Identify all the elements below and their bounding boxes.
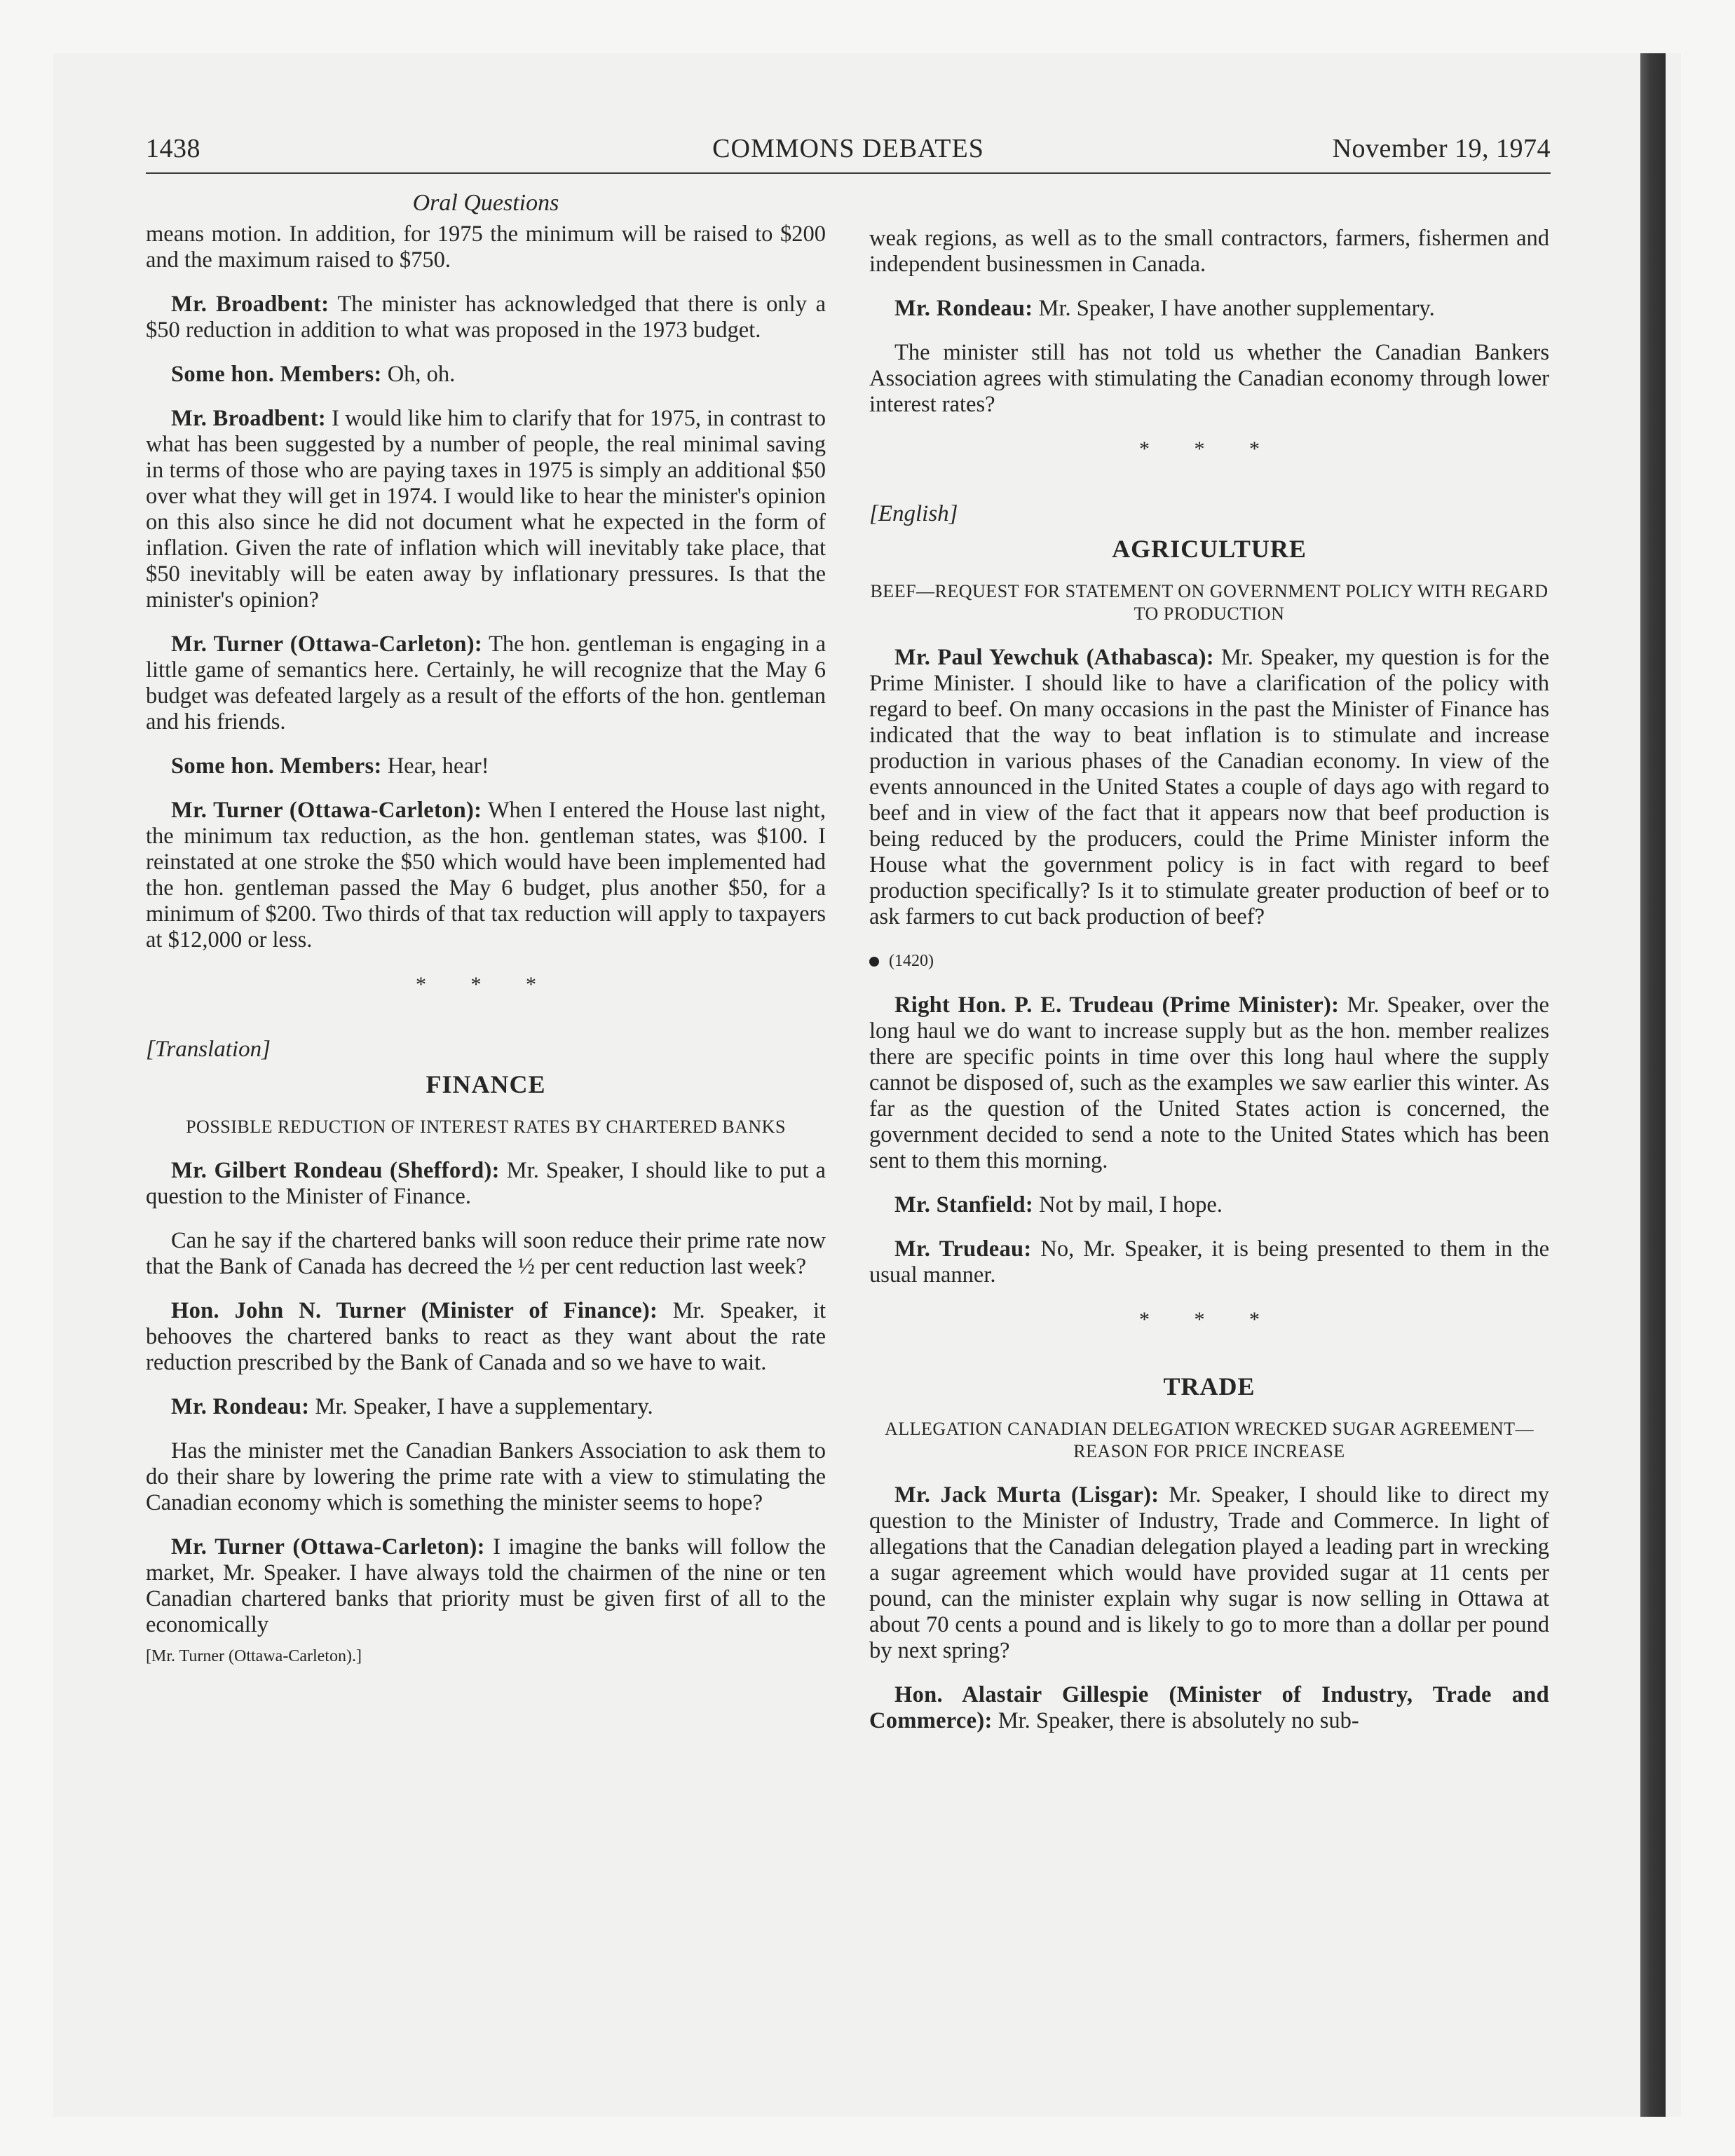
speaker-name: Mr. Gilbert Rondeau (Shefford): xyxy=(171,1158,500,1183)
paragraph-text: The hon. gentleman is engaging in a little game of semantics here. Certainly, he will recognize that the May 6 budget was defeated largely as a result of the efforts of the hon. gentleman and his friends. xyxy=(146,632,826,735)
speaker-name: Mr. Turner (Ottawa-Carleton): xyxy=(171,1534,485,1560)
paragraph-text: Hear, hear! xyxy=(381,753,489,779)
paragraph-text: No, Mr. Speaker, it is being presented to them in the usual manner. xyxy=(869,1236,1550,1288)
paragraph xyxy=(869,1192,1549,1218)
paragraph-text: I imagine the banks will follow the market, Mr. Speaker. I have always told the chairmen of the nine or ten Canadian chartered banks that priority must be given first of all to the economically xyxy=(146,1534,826,1637)
section-rubric: TRADE xyxy=(1163,1372,1256,1400)
paragraph-text: The minister has acknowledged that there is only a $50 reduction in addition to what was proposed in the 1973 budget. xyxy=(146,292,826,343)
paragraph-text: I would like him to clarify that for 1975, in contrast to what has been suggested by a number of people, the real minimal saving in terms of those who are paying taxes in 1975 is simply an additional $50 over what they will get in 1974. I would like to hear the minister's opinion on this also since he did not document what he expected in the form of inflation. Given the rate of inflation which will inevitably take place, that $50 inevitably will be eaten away by inflationary pressures. Is that the minister's opinion? xyxy=(146,406,826,613)
speaker-name: Some hon. Members: xyxy=(171,753,382,779)
section-separator: * * * xyxy=(416,973,556,996)
paragraph xyxy=(146,292,826,343)
scan-edge-shadow xyxy=(1640,53,1666,2117)
paragraph-text: Has the minister met the Canadian Bankers Association to ask them to do their share by lowering the prime rate with a view to stimulating the Canadian economy which is something the minister seems to hope? xyxy=(146,1438,826,1515)
paragraph xyxy=(146,1394,826,1420)
paragraph xyxy=(146,632,826,735)
paragraph-text: Mr. Speaker, I have a supplementary. xyxy=(309,1394,653,1419)
paragraph xyxy=(146,1298,826,1376)
paragraph xyxy=(869,992,1549,1174)
section-separator: * * * xyxy=(1139,437,1279,460)
speaker-name: Mr. Turner (Ottawa-Carleton): xyxy=(171,632,483,657)
paragraph-text: When I entered the House last night, the minimum tax reduction, as the hon. gentleman states, was $100. I reinstated at one stroke the $50 which would have been implemented had the hon. gentleman passed the May 6 budget, plus another $50, for a minimum of $200. Two thirds of that tax reduction will apply to taxpayers at $12,000 or less. xyxy=(146,798,826,953)
right-column xyxy=(869,189,1549,1752)
speaker-name: Mr. Trudeau: xyxy=(894,1236,1032,1262)
paragraph xyxy=(869,1482,1549,1664)
speaker-name: Right Hon. P. E. Trudeau (Prime Minister): xyxy=(894,992,1340,1018)
paragraph xyxy=(146,362,826,388)
section-subrubric: POSSIBLE REDUCTION OF INTEREST RATES BY CHARTERED BANKS xyxy=(186,1117,786,1137)
timestamp-text: (1420) xyxy=(889,952,934,970)
section-subrubric: ALLEGATION CANADIAN DELEGATION WRECKED SUGAR AGREEMENT—REASON FOR PRICE INCREASE xyxy=(884,1419,1535,1461)
speaker-name: Mr. Broadbent: xyxy=(171,292,329,317)
paragraph xyxy=(146,753,826,779)
section-rubric: FINANCE xyxy=(426,1070,546,1098)
paragraph-text: Oh, oh. xyxy=(381,362,456,387)
paragraph xyxy=(869,1236,1549,1288)
section-rubric: AGRICULTURE xyxy=(1112,535,1307,563)
paragraph-text: means motion. In addition, for 1975 the minimum will be raised to $200 and the maximum raised to $750. xyxy=(146,221,826,273)
paragraph-text: Mr. Speaker, I have another supplementary. xyxy=(1033,296,1435,321)
language-marker: [English] xyxy=(869,501,958,526)
paragraph xyxy=(869,226,1549,278)
speaker-name: Mr. Rondeau: xyxy=(894,296,1033,321)
paragraph-text: Mr. Speaker, there is absolutely no sub- xyxy=(992,1708,1359,1733)
section-separator: * * * xyxy=(1139,1308,1279,1331)
paragraph-text: weak regions, as well as to the small contractors, farmers, fishermen and independent businessmen in Canada. xyxy=(869,226,1549,277)
paragraph xyxy=(869,296,1549,322)
speaker-name: Hon. John N. Turner (Minister of Finance): xyxy=(171,1298,658,1323)
page-number: 1438 xyxy=(146,134,200,163)
paragraph xyxy=(869,340,1549,418)
paragraph-text: Mr. Speaker, over the long haul we do want to increase supply but as the hon. member realizes there are specific points in time over this long haul where the supply cannot be disposed of, such as the examples we saw earlier this winter. As far as the question of the United States action is concerned, the government decided to send a note to the United States which has been sent to them this morning. xyxy=(869,992,1549,1173)
speaker-name: Some hon. Members: xyxy=(171,362,382,387)
paragraph xyxy=(146,1158,826,1210)
paragraph xyxy=(869,645,1549,930)
speaker-name: Mr. Jack Murta (Lisgar): xyxy=(894,1482,1159,1508)
language-marker: [Translation] xyxy=(146,1037,271,1062)
page-date: November 19, 1974 xyxy=(1332,134,1551,163)
speaker-name: Hon. Alastair Gillespie (Minister of Industry, Trade and Commerce): xyxy=(869,1682,1549,1733)
paragraph xyxy=(146,798,826,953)
paragraph-text: Not by mail, I hope. xyxy=(1033,1192,1223,1217)
paragraph-text: Mr. Speaker, I should like to put a question to the Minister of Finance. xyxy=(146,1158,826,1209)
speaker-name: Mr. Paul Yewchuk (Athabasca): xyxy=(894,645,1214,670)
paragraph-text: Can he say if the chartered banks will soon reduce their prime rate now that the Bank of Canada has decreed the ½ per cent reduction last week? xyxy=(146,1228,826,1279)
paragraph xyxy=(146,221,826,273)
timestamp xyxy=(869,948,1549,974)
left-column xyxy=(146,189,826,1670)
paragraph-text: Mr. Speaker, I should like to direct my question to the Minister of Industry, Trade and Commerce. In light of allegations that the Canadian delegation played a leading part in wrecking a sugar agreement which would have provided sugar at 11 cents per pound, can the minister explain why sugar is now selling in Ottawa at about 70 cents a pound and is likely to go to more than a dollar per pound by next spring? xyxy=(869,1482,1550,1663)
publication-title: COMMONS DEBATES xyxy=(712,134,984,163)
paragraph xyxy=(146,1534,826,1638)
running-head: Oral Questions xyxy=(412,190,559,216)
paragraph xyxy=(146,1438,826,1516)
section-subrubric: BEEF—REQUEST FOR STATEMENT ON GOVERNMENT POLICY WITH REGARD TO PRODUCTION xyxy=(870,581,1549,624)
speaker-name: Mr. Rondeau: xyxy=(171,1394,310,1419)
paragraph-text: Mr. Speaker, my question is for the Prime Minister. I should like to have a clarification of the policy with regard to beef. On many occasions in the past the Minister of Finance has indicated that the way to beat inflation is to stimulate and increase production in various phases of the Canadian economy. In view of the events announced in the United States a couple of days ago with regard to beef and in view of the fact that it appears now that beef production is being reduced by the producers, could the Prime Minister inform the House what the government policy is in fact with regard to beef production specifically? Is it to stimulate greater production of beef or to ask farmers to cut back production of beef? xyxy=(869,645,1549,929)
speaker-name: Mr. Stanfield: xyxy=(894,1192,1033,1217)
paragraph xyxy=(146,406,826,613)
paragraph-text: Mr. Speaker, it behooves the chartered banks to react as they want about the rate reduction prescribed by the Bank of Canada and so we have to wait. xyxy=(146,1298,826,1375)
speaker-footnote: [Mr. Turner (Ottawa-Carleton).] xyxy=(146,1647,362,1665)
bullet-icon xyxy=(869,957,879,967)
paragraph xyxy=(869,1682,1549,1734)
speaker-name: Mr. Turner (Ottawa-Carleton): xyxy=(171,798,482,823)
page-header xyxy=(146,133,1551,174)
speaker-name: Mr. Broadbent: xyxy=(171,406,326,431)
paragraph-text: The minister still has not told us whether the Canadian Bankers Association agrees with stimulating the Canadian economy through lower interest rates? xyxy=(869,340,1549,417)
paragraph xyxy=(146,1228,826,1280)
